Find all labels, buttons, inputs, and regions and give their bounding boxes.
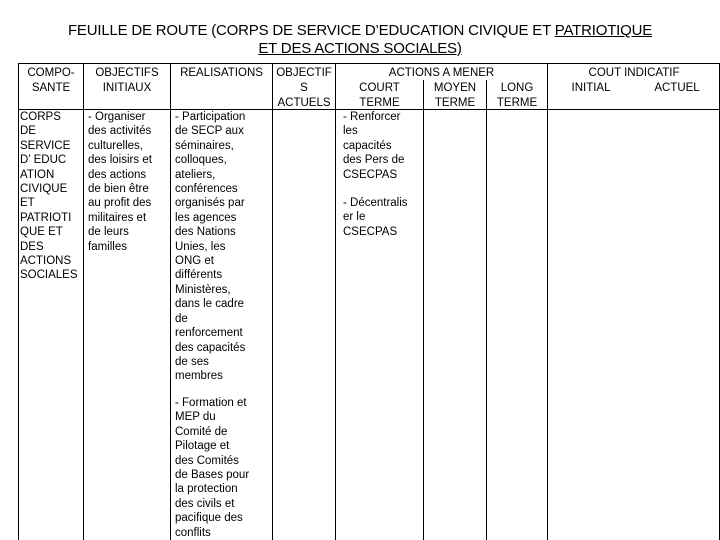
header-objectifs-initiaux: OBJECTIFS INITIAUX bbox=[95, 67, 159, 94]
cell-realisations-2: - Formation et MEP du Comité de Pilotage et des Comités de Bases pour la protection des civils et pacifique des conflits bbox=[175, 397, 250, 539]
table-top-border bbox=[18, 63, 720, 64]
header-actions-a-mener: ACTIONS A MENER bbox=[388, 67, 495, 79]
cell-composante: CORPS DE SERVICE D’ EDUC ATION CIVIQUE ET PATRIOTI QUE ET DES ACTIONS SOCIALES bbox=[20, 111, 78, 282]
column-divider bbox=[83, 63, 84, 540]
header-cout-indicatif: COUT INDICATIF bbox=[588, 67, 680, 79]
title-line-1 bbox=[0, 22, 720, 40]
cell-court-terme-2: - Décentralis er le CSECPAS bbox=[343, 197, 408, 238]
cell-realisations-1: - Participation de SECP aux séminaires, colloques, ateliers, conférences organisés par les agences des Nations Unies, les ONG et différents Ministères, dans le cadre de renforcement des capacités de ses membres bbox=[175, 111, 246, 383]
roadmap-table bbox=[18, 63, 720, 540]
cell-court-terme-1: - Renforcer les capacités des Pers de CSECPAS bbox=[343, 111, 405, 181]
cell-objectifs-initiaux: - Organiser des activités culturelles, des loisirs et des actions de bien être au profit des militaires et de leurs familles bbox=[88, 111, 152, 253]
header-court-terme: COURT TERME bbox=[359, 82, 400, 109]
column-divider bbox=[547, 63, 548, 540]
column-divider bbox=[335, 63, 336, 540]
header-cout-actuel: ACTUEL bbox=[654, 82, 700, 94]
header-realisations: REALISATIONS bbox=[180, 67, 263, 79]
column-divider bbox=[423, 80, 424, 540]
header-objectifs-actuels: OBJECTIF S ACTUELS bbox=[276, 67, 332, 109]
title-line-2: ET DES ACTIONS SOCIALES) bbox=[258, 40, 462, 57]
page-title bbox=[0, 22, 720, 58]
header-composante: COMPO- SANTE bbox=[27, 67, 75, 94]
column-divider bbox=[170, 63, 171, 540]
title-underlined-word: PATRIOTIQUE bbox=[554, 22, 653, 39]
header-cout-initial: INITIAL bbox=[571, 82, 611, 94]
title-text: FEUILLE DE ROUTE (CORPS DE SERVICE D’EDUCATION CIVIQUE ET bbox=[67, 22, 555, 39]
header-long-terme: LONG TERME bbox=[496, 82, 538, 109]
column-divider bbox=[486, 80, 487, 540]
column-divider bbox=[272, 63, 273, 540]
header-moyen-terme: MOYEN TERME bbox=[433, 82, 477, 109]
column-divider bbox=[18, 63, 19, 540]
